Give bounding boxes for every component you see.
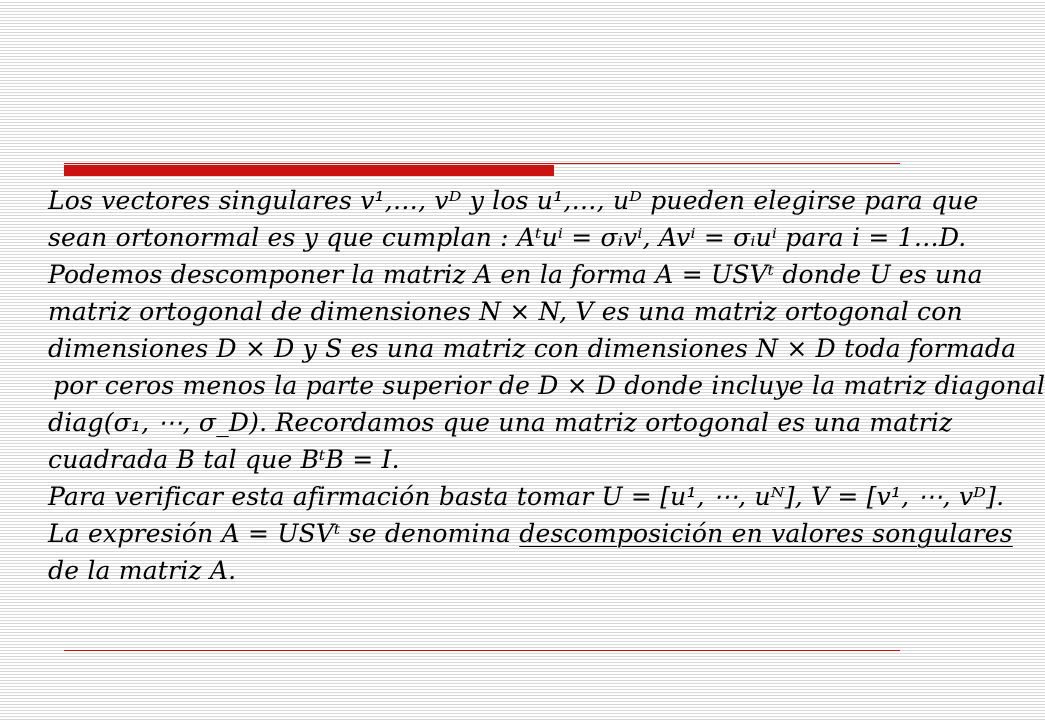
underlined-term: descomposición en valores songulares	[519, 519, 1013, 548]
top-divider-line	[64, 163, 900, 164]
text-line-8: cuadrada B tal que BᵗB = I.	[48, 445, 400, 474]
text-line-7: diag(σ₁, ⋯, σ_D). Recordamos que una matriz ortogonal es una matriz	[48, 408, 953, 437]
bottom-divider-line	[64, 650, 900, 651]
text-line-3: Podemos descomponer la matriz A en la forma A = USVᵗ donde U es una	[48, 260, 983, 289]
red-accent-bar	[64, 165, 554, 176]
text-line-10-prefix: La expresión A = USVᵗ se denomina	[48, 519, 520, 548]
text-line-5: dimensiones D × D y S es una matriz con dimensiones N × D toda formada	[48, 334, 1017, 363]
slide-body-text	[48, 182, 1045, 589]
text-line-10	[48, 515, 1013, 552]
text-line-11: de la matriz A.	[48, 556, 237, 585]
text-line-6: por ceros menos la parte superior de D × D donde incluye la matriz diagonal	[53, 371, 1045, 400]
text-line-4: matriz ortogonal de dimensiones N × N, V es una matriz ortogonal con	[48, 297, 963, 326]
text-line-9: Para verificar esta afirmación basta tomar U = [u¹, ⋯, uᴺ], V = [v¹, ⋯, vᴰ].	[48, 482, 1005, 511]
text-line-2: sean ortonormal es y que cumplan : Aᵗuⁱ = σᵢvⁱ, Avⁱ = σᵢuⁱ para i = 1…D.	[48, 223, 967, 252]
text-line-1: Los vectores singulares v¹,…, vᴰ y los u¹,…, uᴰ pueden elegirse para que	[48, 186, 979, 215]
